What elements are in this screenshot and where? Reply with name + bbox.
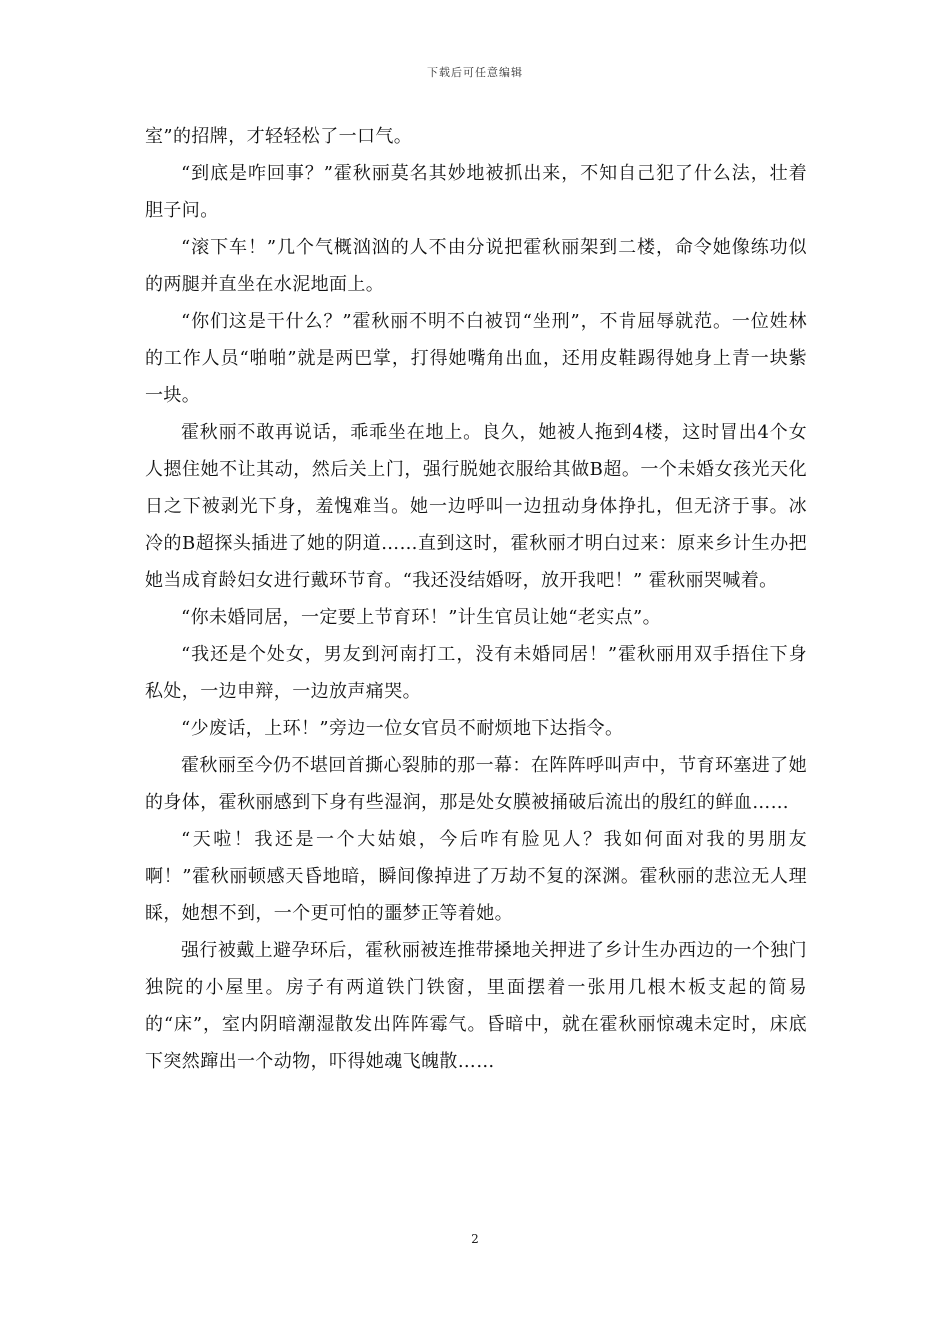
- page-header: 下载后可任意编辑: [427, 66, 523, 79]
- paragraph: 室”的招牌，才轻轻松了一口气。: [145, 126, 413, 147]
- paragraph: “天啦！我还是一个大姑娘，今后咋有脸见人？我如何面对我的男朋友啊！”霍秋丽顿感天昏地暗，瞬间像掉进了万劫不复的深渊。霍秋丽的悲泣无人理睬，她想不到，一个更可怕的噩梦正等着她。: [145, 829, 807, 924]
- paragraph: “少废话，上环！”旁边一位女官员不耐烦地下达指令。: [181, 718, 624, 739]
- paragraph: “到底是咋回事？”霍秋丽莫名其妙地被抓出来，不知自己犯了什么法，壮着胆子问。: [145, 163, 807, 221]
- paragraph: “你们这是干什么？”霍秋丽不明不白被罚“坐刑”，不肯屈辱就范。一位姓林的工作人员“啪啪”就是两巴掌，打得她嘴角出血，还用皮鞋踢得她身上青一块紫一块。: [145, 311, 807, 406]
- article-body: [145, 118, 807, 1080]
- paragraph: 霍秋丽至今仍不堪回首撕心裂肺的那一幕：在阵阵呼叫声中，节育环塞进了她的身体，霍秋丽感到下身有些湿润，那是处女膜被捅破后流出的殷红的鲜血……: [145, 755, 807, 813]
- page-number: 2: [471, 1232, 479, 1246]
- paragraph: “我还是个处女，男友到河南打工，没有未婚同居！”霍秋丽用双手捂住下身私处，一边申辩，一边放声痛哭。: [145, 644, 807, 702]
- paragraph: “你未婚同居，一定要上节育环！”计生官员让她“老实点”。: [181, 607, 662, 628]
- paragraph: “滚下车！”几个气概汹汹的人不由分说把霍秋丽架到二楼，命令她像练功似的两腿并直坐在水泥地面上。: [145, 237, 807, 295]
- paragraph: 强行被戴上避孕环后，霍秋丽被连推带搡地关押进了乡计生办西边的一个独门独院的小屋里。房子有两道铁门铁窗，里面摆着一张用几根木板支起的简易的“床”，室内阴暗潮湿散发出阵阵霉气。昏暗中，就在霍秋丽惊魂未定时，床底下突然蹿出一个动物，吓得她魂飞魄散……: [145, 940, 807, 1072]
- paragraph: 霍秋丽不敢再说话，乖乖坐在地上。良久，她被人拖到4楼，这时冒出4个女人摁住她不让其动，然后关上门，强行脱她衣服给其做B超。一个未婚女孩光天化日之下被剥光下身，羞愧难当。她一边呼叫一边扭动身体挣扎，但无济于事。冰冷的B超探头插进了她的阴道……直到这时，霍秋丽才明白过来：原来乡计生办把她当成育龄妇女进行戴环节育。“我还没结婚呀，放开我吧！” 霍秋丽哭喊着。: [145, 422, 807, 591]
